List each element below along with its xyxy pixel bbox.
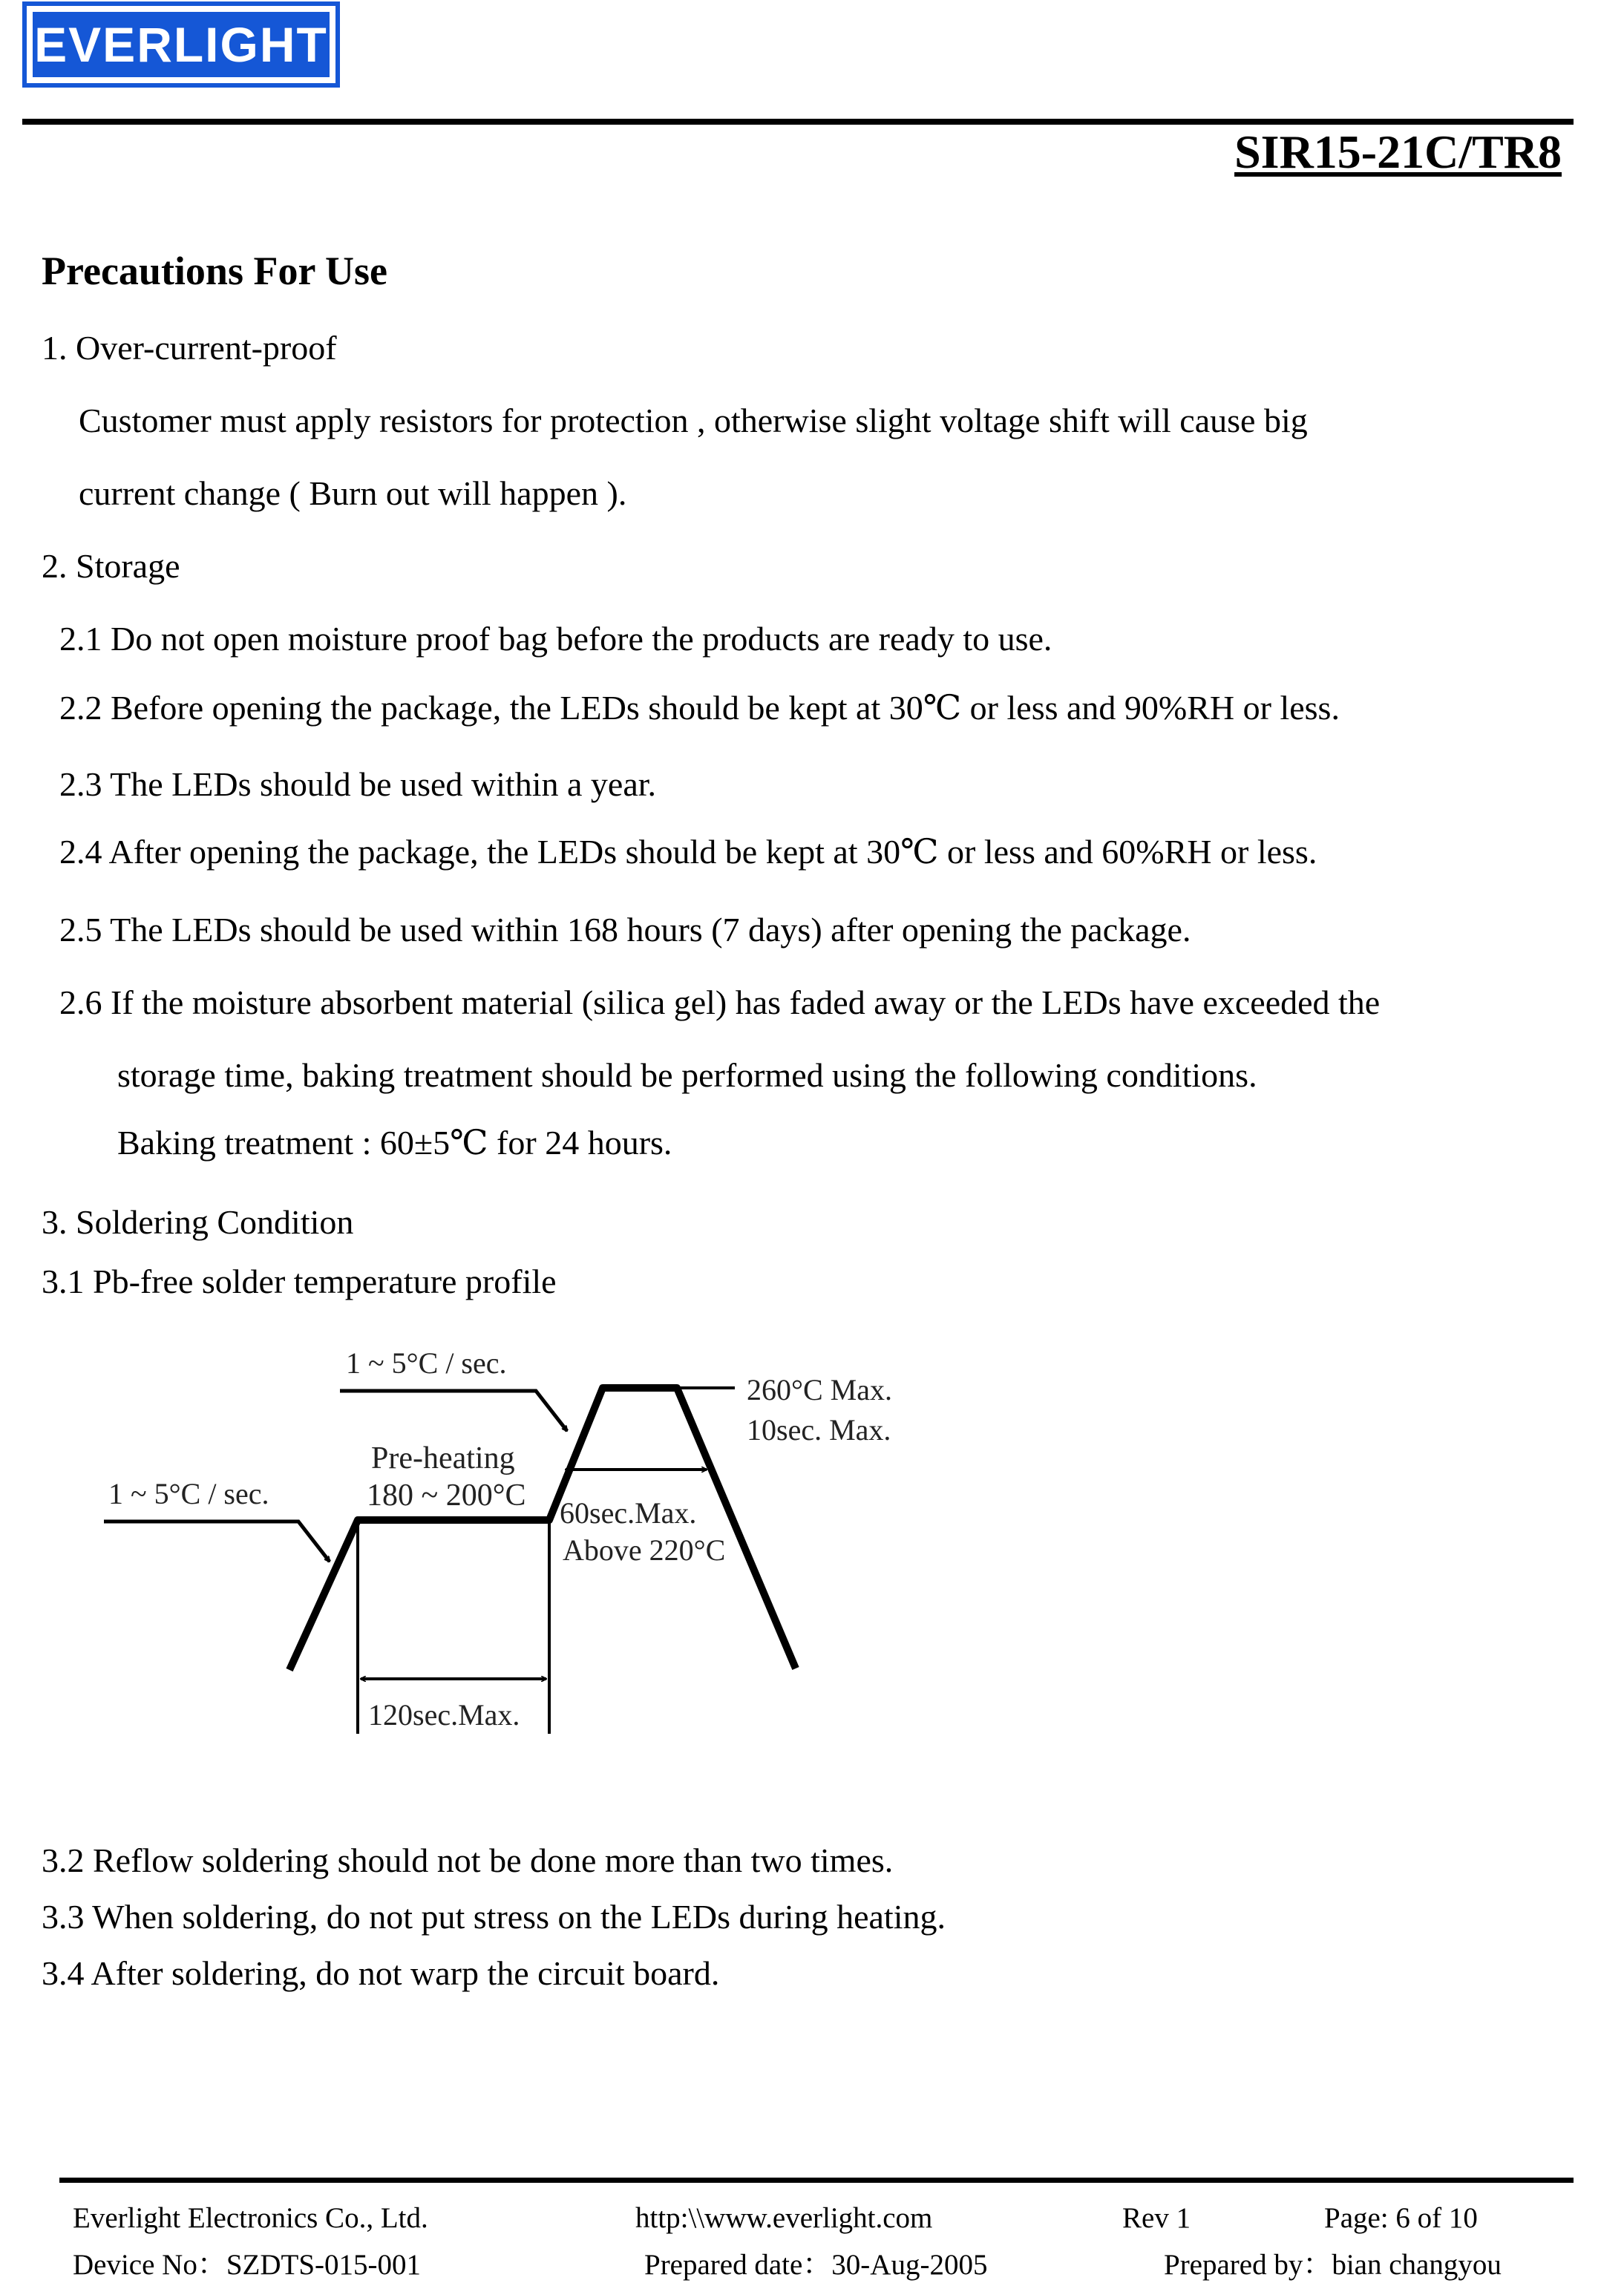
item-3-heading: 3. Soldering Condition bbox=[42, 1203, 354, 1241]
preheat-label: Pre-heating bbox=[371, 1441, 515, 1475]
item-2-6-a: 2.6 If the moisture absorbent material (silica gel) has faded away or the LEDs have exceeded the bbox=[59, 983, 1381, 1021]
peak-time-label: 10sec. Max. bbox=[747, 1413, 891, 1447]
profile-curve bbox=[289, 1388, 796, 1670]
footer-prepared-date: Prepared date：30-Aug-2005 bbox=[644, 2249, 988, 2281]
item-2-5: 2.5 The LEDs should be used within 168 hours (7 days) after opening the package. bbox=[59, 911, 1191, 949]
item-2-2: 2.2 Before opening the package, the LEDs should be kept at 30℃ or less and 90%RH or less. bbox=[59, 689, 1340, 727]
logo-text: EVERLIGHT bbox=[33, 12, 330, 77]
item-1-text-a: Customer must apply resistors for protection , otherwise slight voltage shift will cause big bbox=[79, 402, 1308, 439]
footer-page: Page: 6 of 10 bbox=[1324, 2202, 1478, 2234]
item-3-1: 3.1 Pb-free solder temperature profile bbox=[42, 1262, 557, 1300]
peak-temp-label: 260°C Max. bbox=[747, 1373, 892, 1406]
footer-device-no: Device No：SZDTS-015-001 bbox=[73, 2249, 422, 2281]
rate-left-arrow bbox=[104, 1522, 330, 1562]
item-2-6-c: Baking treatment : 60±5℃ for 24 hours. bbox=[117, 1124, 672, 1162]
item-3-2: 3.2 Reflow soldering should not be done more than two times. bbox=[42, 1841, 894, 1879]
item-3-4: 3.4 After soldering, do not warp the circuit board. bbox=[42, 1954, 720, 1992]
item-1-text-b: current change ( Burn out will happen ). bbox=[79, 474, 627, 512]
footer-prepared-by: Prepared by：bian changyou bbox=[1164, 2249, 1502, 2281]
rate-top-arrow bbox=[340, 1391, 567, 1431]
item-2-4: 2.4 After opening the package, the LEDs should be kept at 30℃ or less and 60%RH or less. bbox=[59, 833, 1317, 871]
item-2-6-b: storage time, baking treatment should be performed using the following conditions. bbox=[117, 1056, 1257, 1094]
footer-company: Everlight Electronics Co., Ltd. bbox=[73, 2202, 428, 2234]
footer-rule bbox=[59, 2178, 1574, 2183]
item-2-3: 2.3 The LEDs should be used within a year. bbox=[59, 765, 657, 803]
above-temp-label: Above 220°C bbox=[563, 1533, 726, 1567]
item-1-heading: 1. Over-current-proof bbox=[42, 329, 337, 367]
preheat-range-label: 180 ~ 200°C bbox=[367, 1478, 526, 1513]
footer-url[interactable]: http:\\www.everlight.com bbox=[635, 2202, 933, 2234]
document-title: SIR15-21C/TR8 bbox=[1234, 125, 1562, 178]
above-time-label: 60sec.Max. bbox=[560, 1496, 697, 1530]
rate-top-label: 1 ~ 5°C / sec. bbox=[346, 1346, 507, 1380]
item-2-heading: 2. Storage bbox=[42, 547, 180, 585]
footer-rev: Rev 1 bbox=[1122, 2202, 1191, 2234]
section-title: Precautions For Use bbox=[42, 249, 387, 293]
preheat-time-label: 120sec.Max. bbox=[368, 1698, 520, 1732]
item-2-1: 2.1 Do not open moisture proof bag before the products are ready to use. bbox=[59, 620, 1052, 658]
item-3-3: 3.3 When soldering, do not put stress on the LEDs during heating. bbox=[42, 1898, 946, 1936]
rate-left-label: 1 ~ 5°C / sec. bbox=[108, 1477, 269, 1510]
